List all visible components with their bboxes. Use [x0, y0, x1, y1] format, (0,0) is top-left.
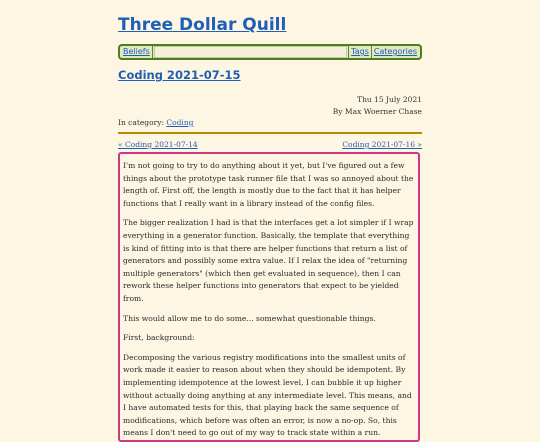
site-title-link[interactable]: Three Dollar Quill: [118, 15, 287, 35]
post-meta: [333, 94, 422, 118]
next-post-link[interactable]: Coding 2021-07-16 »: [342, 140, 422, 149]
category-label: In category:: [118, 118, 164, 127]
nav-empty-slot: [154, 46, 347, 58]
nav-separator: [152, 46, 153, 58]
post-title-link[interactable]: Coding 2021-07-15: [118, 68, 241, 82]
paragraph: This would allow me to do some... somewhat questionable things.: [123, 313, 376, 323]
post-author: By Max Woerner Chase: [332, 107, 422, 116]
paragraph: I'm not going to try to do anything about it yet, but I've figured out a few things about the prototype task runner file that I was so annoyed about the length of. First off, the length is mostly due to the fact that it has helper functions that I really want in a library instead of the config files.: [123, 161, 414, 208]
post-category: [118, 118, 193, 127]
paragraph: Decomposing the various registry modifications into the smallest units of work made it easier to reason about when they should be idempotent. By implementing idempotence at the lowest level, I can bubble it up higher without actually doing anything at any intermediate level. This means, and I have automated tests for this, that playing back the same sequence of modifications, which before was often an error, is now a no-op. So, this means I don't need to go out of my way to track state within a run.: [123, 352, 412, 438]
previous-post-link[interactable]: « Coding 2021-07-14: [118, 140, 198, 149]
post-content: [118, 152, 420, 442]
nav-bar: [118, 44, 422, 60]
paragraph: The bigger realization I had is that the interfaces get a lot simpler if I wrap everything in a generator function. Basically, the template that everything is kind of fitting into is that there are helper functions that return a list of generators and possibly some extra value. If I relax the idea of "returning multiple generators" (which then get evaluated in sequence), then I can rework these helper functions into generators that expect to be yielded from.: [123, 218, 414, 303]
divider: [118, 132, 422, 134]
post-date: Thu 15 July 2021: [357, 95, 422, 104]
nav-categories-link[interactable]: Categories: [373, 47, 417, 56]
nav-tags-link[interactable]: Tags: [351, 47, 369, 56]
nav-beliefs-link[interactable]: Beliefs: [123, 47, 150, 56]
post-navigation: [118, 140, 422, 150]
category-link[interactable]: Coding: [166, 118, 194, 127]
paragraph: First, background:: [123, 333, 195, 343]
